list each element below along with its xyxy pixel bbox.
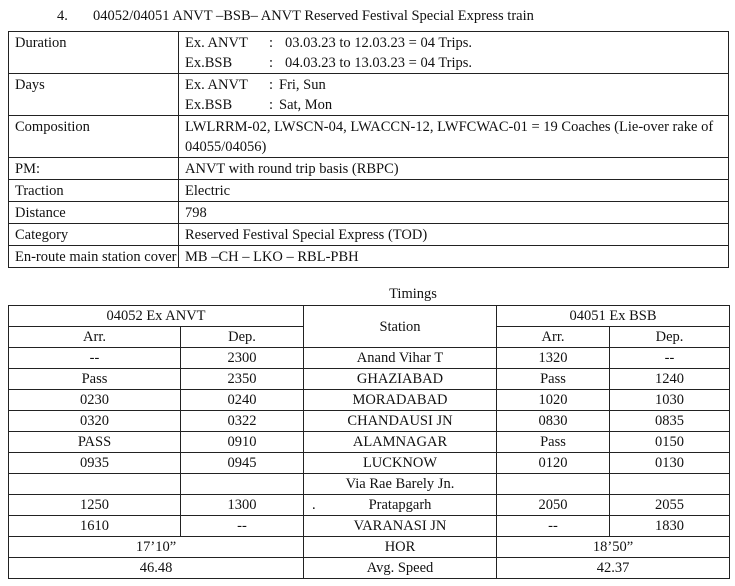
info-value: Reserved Festival Special Express (TOD) <box>179 224 729 246</box>
left-arr <box>9 474 181 495</box>
days-key: Ex.BSB <box>185 97 233 113</box>
separator: : <box>269 77 274 93</box>
right-dep: 1240 <box>610 369 730 390</box>
hor-label: HOR <box>304 537 497 558</box>
table-row <box>9 432 730 453</box>
section-heading <box>57 8 534 25</box>
info-value <box>179 74 729 116</box>
station-name <box>304 495 497 516</box>
duration-key: Ex.BSB <box>185 55 233 71</box>
table-row <box>9 474 730 495</box>
right-dep: 1030 <box>610 390 730 411</box>
info-label: Duration <box>9 32 179 74</box>
info-row-enroute <box>9 246 729 268</box>
table-row <box>9 348 730 369</box>
station-name-text: Pratapgarh <box>368 497 432 513</box>
days-line-bsb <box>185 95 728 115</box>
left-dep: 0322 <box>181 411 304 432</box>
right-dep: 0150 <box>610 432 730 453</box>
station-name: Anand Vihar T <box>304 348 497 369</box>
speed-left: 46.48 <box>9 558 304 579</box>
duration-line-bsb <box>185 53 728 73</box>
timings-table <box>8 305 730 579</box>
right-dep: 0130 <box>610 453 730 474</box>
info-value: MB –CH – LKO – RBL-PBH <box>179 246 729 268</box>
left-dep: 2350 <box>181 369 304 390</box>
left-dep: 0240 <box>181 390 304 411</box>
duration-value: 04.03.23 to 13.03.23 = 04 Trips. <box>285 55 473 71</box>
right-arr: 1020 <box>497 390 610 411</box>
left-dep: 2300 <box>181 348 304 369</box>
station-name: VARANASI JN <box>304 516 497 537</box>
left-arr: 1250 <box>9 495 181 516</box>
info-row-distance <box>9 202 729 224</box>
days-value: Sat, Mon <box>279 97 333 113</box>
right-dep: -- <box>610 348 730 369</box>
right-arr: 1320 <box>497 348 610 369</box>
table-row <box>9 411 730 432</box>
days-value: Fri, Sun <box>279 77 326 93</box>
info-row-composition <box>9 116 729 158</box>
duration-line-anvt <box>185 33 728 53</box>
info-label: Days <box>9 74 179 116</box>
right-dep <box>610 474 730 495</box>
right-arr: Pass <box>497 432 610 453</box>
info-label: PM: <box>9 158 179 180</box>
left-dep <box>181 474 304 495</box>
station-name: CHANDAUSI JN <box>304 411 497 432</box>
right-arr: Pass <box>497 369 610 390</box>
separator: : <box>269 55 274 71</box>
right-dep: 0835 <box>610 411 730 432</box>
info-row-traction <box>9 180 729 202</box>
info-label: Composition <box>9 116 179 158</box>
stray-mark: . <box>312 497 316 513</box>
hor-right: 18’50” <box>497 537 730 558</box>
right-arr <box>497 474 610 495</box>
left-dep: 1300 <box>181 495 304 516</box>
speed-label: Avg. Speed <box>304 558 497 579</box>
left-dep: 0910 <box>181 432 304 453</box>
section-title: 04052/04051 ANVT –BSB– ANVT Reserved Festival Special Express train <box>93 8 534 24</box>
avg-speed-row <box>9 558 730 579</box>
right-arr: 0830 <box>497 411 610 432</box>
table-row <box>9 516 730 537</box>
train-04052-header: 04052 Ex ANVT <box>9 306 304 327</box>
station-name: MORADABAD <box>304 390 497 411</box>
train-04051-header: 04051 Ex BSB <box>497 306 730 327</box>
days-key: Ex. ANVT <box>185 77 248 93</box>
left-dep: -- <box>181 516 304 537</box>
dep-header: Dep. <box>610 327 730 348</box>
info-row-pm <box>9 158 729 180</box>
right-arr: 2050 <box>497 495 610 516</box>
right-dep: 1830 <box>610 516 730 537</box>
timings-title: Timings <box>389 286 437 302</box>
left-arr: Pass <box>9 369 181 390</box>
left-dep: 0945 <box>181 453 304 474</box>
info-value: 798 <box>179 202 729 224</box>
station-name: Via Rae Barely Jn. <box>304 474 497 495</box>
speed-right: 42.37 <box>497 558 730 579</box>
right-arr: -- <box>497 516 610 537</box>
left-arr: PASS <box>9 432 181 453</box>
station-header: Station <box>304 306 497 348</box>
dep-header: Dep. <box>181 327 304 348</box>
separator: : <box>269 35 274 51</box>
left-arr: 0320 <box>9 411 181 432</box>
left-arr: 1610 <box>9 516 181 537</box>
info-label: Category <box>9 224 179 246</box>
timings-header-row <box>9 306 730 327</box>
left-arr: -- <box>9 348 181 369</box>
separator: : <box>269 97 274 113</box>
info-value: LWLRRM-02, LWSCN-04, LWACCN-12, LWFCWAC-01 = 19 Coaches (Lie-over rake of 04055/04056) <box>179 116 729 158</box>
table-row <box>9 369 730 390</box>
duration-value: 03.03.23 to 12.03.23 = 04 Trips. <box>285 35 473 51</box>
duration-key: Ex. ANVT <box>185 35 248 51</box>
table-row <box>9 390 730 411</box>
arr-header: Arr. <box>9 327 181 348</box>
left-arr: 0935 <box>9 453 181 474</box>
info-value <box>179 32 729 74</box>
info-row-duration <box>9 32 729 74</box>
info-label: En-route main station cover <box>9 246 179 268</box>
hor-row <box>9 537 730 558</box>
train-info-table <box>8 31 729 268</box>
station-name: GHAZIABAD <box>304 369 497 390</box>
hor-left: 17’10” <box>9 537 304 558</box>
table-row <box>9 453 730 474</box>
info-label: Distance <box>9 202 179 224</box>
right-arr: 0120 <box>497 453 610 474</box>
table-row <box>9 495 730 516</box>
right-dep: 2055 <box>610 495 730 516</box>
station-name: LUCKNOW <box>304 453 497 474</box>
info-label: Traction <box>9 180 179 202</box>
section-number: 4. <box>57 8 68 24</box>
info-value: Electric <box>179 180 729 202</box>
days-line-anvt <box>185 75 728 95</box>
info-row-days <box>9 74 729 116</box>
info-row-category <box>9 224 729 246</box>
left-arr: 0230 <box>9 390 181 411</box>
arr-header: Arr. <box>497 327 610 348</box>
info-value: ANVT with round trip basis (RBPC) <box>179 158 729 180</box>
station-name: ALAMNAGAR <box>304 432 497 453</box>
